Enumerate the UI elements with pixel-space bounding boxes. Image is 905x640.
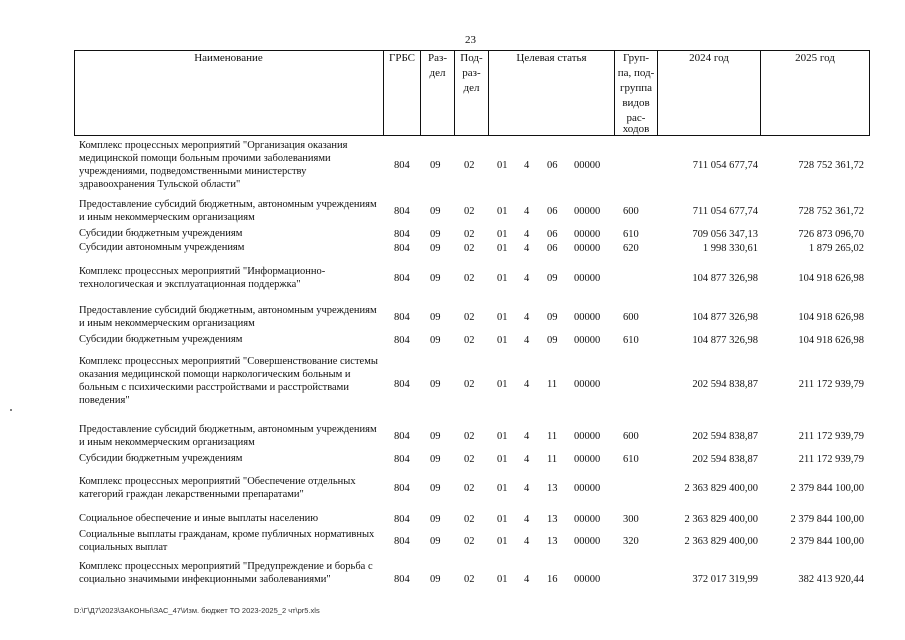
cell-t2: 4 <box>524 536 530 547</box>
cell-podrazdel: 02 <box>464 483 475 494</box>
cell-group: 620 <box>623 243 639 254</box>
cell-y2025: 211 172 939,79 <box>798 379 864 390</box>
cell-podrazdel: 02 <box>464 335 475 346</box>
cell-t2: 4 <box>524 483 530 494</box>
cell-razdel: 09 <box>430 379 441 390</box>
cell-t4: 00000 <box>574 454 601 465</box>
cell-podrazdel: 02 <box>464 574 475 585</box>
cell-t1: 01 <box>497 379 508 390</box>
table-row <box>74 265 870 291</box>
header-name: Наименование <box>194 52 263 64</box>
cell-podrazdel: 02 <box>464 273 475 284</box>
cell-t1: 01 <box>497 160 508 171</box>
cell-t1: 01 <box>497 431 508 442</box>
table-row <box>74 560 870 598</box>
cell-podrazdel: 02 <box>464 206 475 217</box>
cell-razdel: 09 <box>430 229 441 240</box>
cell-grbs: 804 <box>394 243 410 254</box>
header-bottom-border <box>74 135 870 136</box>
cell-razdel: 09 <box>430 273 441 284</box>
table-row <box>74 475 870 501</box>
table-row <box>74 333 870 346</box>
table-row <box>74 241 870 254</box>
cell-grbs: 804 <box>394 379 410 390</box>
header-razdel-1: Раз- <box>427 52 447 64</box>
row-name: Субсидии бюджетным учреждениям <box>79 228 243 239</box>
table-row <box>74 304 870 330</box>
cell-t1: 01 <box>497 229 508 240</box>
cell-t3: 11 <box>547 431 558 442</box>
cell-t3: 11 <box>547 454 558 465</box>
cell-y2024: 2 363 829 400,00 <box>684 483 758 494</box>
cell-y2025: 2 379 844 100,00 <box>790 536 864 547</box>
table-row <box>74 512 870 525</box>
cell-t2: 4 <box>524 273 530 284</box>
cell-y2025: 211 172 939,79 <box>798 431 864 442</box>
cell-y2025: 104 918 626,98 <box>798 312 864 323</box>
cell-podrazdel: 02 <box>464 160 475 171</box>
cell-podrazdel: 02 <box>464 536 475 547</box>
cell-t2: 4 <box>524 431 530 442</box>
header-group-3: группа <box>619 82 653 94</box>
cell-group: 600 <box>623 206 639 217</box>
cell-t3: 09 <box>547 335 558 346</box>
cell-razdel: 09 <box>430 431 441 442</box>
scan-speck <box>10 409 12 411</box>
cell-t3: 09 <box>547 273 558 284</box>
cell-y2025: 726 873 096,70 <box>798 229 864 240</box>
row-name: Субсидии автономным учреждениям <box>79 242 245 253</box>
row-name: Субсидии бюджетным учреждениям <box>79 334 243 345</box>
file-path-footer: D:\Г\Д7\2023\ЗАКОНЫ\ЗАС_47\Изм. бюджет ТО 2023-2025_2 чт\pr5.xls <box>74 606 320 615</box>
row-name: Комплекс процессных мероприятий "Обеспечение отдельных категорий граждан лекарственными препаратами" <box>79 476 356 500</box>
cell-razdel: 09 <box>430 574 441 585</box>
cell-t1: 01 <box>497 206 508 217</box>
table-row <box>74 227 870 240</box>
cell-group: 610 <box>623 454 639 465</box>
cell-t2: 4 <box>524 160 530 171</box>
cell-y2025: 104 918 626,98 <box>798 335 864 346</box>
cell-t3: 13 <box>547 514 558 525</box>
cell-y2024: 2 363 829 400,00 <box>684 514 758 525</box>
cell-grbs: 804 <box>394 536 410 547</box>
cell-t4: 00000 <box>574 536 601 547</box>
cell-t1: 01 <box>497 514 508 525</box>
cell-t1: 01 <box>497 454 508 465</box>
cell-razdel: 09 <box>430 335 441 346</box>
cell-y2024: 104 877 326,98 <box>692 273 758 284</box>
row-name: Субсидии бюджетным учреждениям <box>79 453 243 464</box>
cell-y2024: 2 363 829 400,00 <box>684 536 758 547</box>
cell-t4: 00000 <box>574 243 601 254</box>
header-podrazdel-3: дел <box>463 82 480 94</box>
row-name: Предоставление субсидий бюджетным, автономным учреждениям и иным некоммерческим организациям <box>79 305 377 329</box>
header-group-2: па, под- <box>617 67 655 79</box>
header-podrazdel-1: Под- <box>460 52 483 64</box>
cell-grbs: 804 <box>394 335 410 346</box>
cell-t4: 00000 <box>574 514 601 525</box>
cell-y2024: 1 998 330,61 <box>702 243 758 254</box>
cell-t2: 4 <box>524 514 530 525</box>
cell-t3: 13 <box>547 536 558 547</box>
cell-razdel: 09 <box>430 514 441 525</box>
table-row <box>74 198 870 224</box>
row-name: Социальное обеспечение и иные выплаты населению <box>79 513 319 524</box>
cell-t4: 00000 <box>574 206 601 217</box>
row-name: Предоставление субсидий бюджетным, автономным учреждениям и иным некоммерческим организациям <box>79 199 377 223</box>
cell-t2: 4 <box>524 335 530 346</box>
cell-grbs: 804 <box>394 206 410 217</box>
cell-grbs: 804 <box>394 574 410 585</box>
cell-t2: 4 <box>524 229 530 240</box>
page-number: 23 <box>465 34 476 46</box>
cell-t3: 06 <box>547 243 558 254</box>
cell-t1: 01 <box>497 483 508 494</box>
cell-t1: 01 <box>497 536 508 547</box>
cell-group: 610 <box>623 335 639 346</box>
cell-t4: 00000 <box>574 379 601 390</box>
row-name: Комплекс процессных мероприятий "Информационно-технологическая и эксплуатационная поддержка" <box>79 266 326 290</box>
cell-y2024: 709 056 347,13 <box>692 229 758 240</box>
col-divider <box>869 50 870 136</box>
cell-t3: 06 <box>547 206 558 217</box>
header-group-6: ходов <box>622 123 650 135</box>
cell-y2024: 711 054 677,74 <box>692 206 758 217</box>
cell-razdel: 09 <box>430 243 441 254</box>
cell-group: 600 <box>623 312 639 323</box>
cell-y2025: 211 172 939,79 <box>798 454 864 465</box>
cell-t4: 00000 <box>574 335 601 346</box>
cell-t2: 4 <box>524 379 530 390</box>
header-group-5: рас- <box>626 112 646 124</box>
cell-y2025: 728 752 361,72 <box>798 160 864 171</box>
cell-y2024: 104 877 326,98 <box>692 335 758 346</box>
header-group-4: видов <box>622 97 650 109</box>
cell-group: 610 <box>623 229 639 240</box>
cell-grbs: 804 <box>394 514 410 525</box>
cell-t2: 4 <box>524 312 530 323</box>
cell-razdel: 09 <box>430 312 441 323</box>
table-row <box>74 423 870 449</box>
cell-grbs: 804 <box>394 431 410 442</box>
cell-t1: 01 <box>497 335 508 346</box>
header-target: Целевая статья <box>516 52 587 64</box>
cell-grbs: 804 <box>394 312 410 323</box>
cell-t4: 00000 <box>574 483 601 494</box>
cell-t3: 06 <box>547 160 558 171</box>
cell-t2: 4 <box>524 243 530 254</box>
cell-razdel: 09 <box>430 160 441 171</box>
cell-group: 300 <box>623 514 639 525</box>
cell-t1: 01 <box>497 312 508 323</box>
table-row <box>74 452 870 465</box>
cell-t2: 4 <box>524 206 530 217</box>
cell-t4: 00000 <box>574 229 601 240</box>
cell-t2: 4 <box>524 574 530 585</box>
cell-t4: 00000 <box>574 574 601 585</box>
cell-grbs: 804 <box>394 229 410 240</box>
cell-t3: 09 <box>547 312 558 323</box>
header-razdel-2: дел <box>429 67 446 79</box>
table-row <box>74 139 870 191</box>
cell-t4: 00000 <box>574 273 601 284</box>
cell-grbs: 804 <box>394 273 410 284</box>
cell-y2025: 1 879 265,02 <box>808 243 864 254</box>
cell-razdel: 09 <box>430 454 441 465</box>
cell-group: 600 <box>623 431 639 442</box>
cell-grbs: 804 <box>394 483 410 494</box>
cell-t1: 01 <box>497 273 508 284</box>
cell-y2024: 372 017 319,99 <box>692 574 758 585</box>
cell-t4: 00000 <box>574 160 601 171</box>
cell-razdel: 09 <box>430 206 441 217</box>
header-2025: 2025 год <box>795 52 835 64</box>
cell-t4: 00000 <box>574 431 601 442</box>
header-group-1: Груп- <box>622 52 650 64</box>
cell-y2025: 2 379 844 100,00 <box>790 514 864 525</box>
cell-y2025: 728 752 361,72 <box>798 206 864 217</box>
cell-y2025: 382 413 920,44 <box>798 574 864 585</box>
cell-t4: 00000 <box>574 312 601 323</box>
cell-y2024: 104 877 326,98 <box>692 312 758 323</box>
table-header <box>74 50 870 136</box>
table-row <box>74 528 870 554</box>
header-grbs: ГРБС <box>388 52 416 64</box>
cell-t1: 01 <box>497 243 508 254</box>
cell-podrazdel: 02 <box>464 312 475 323</box>
cell-t1: 01 <box>497 574 508 585</box>
row-name: Предоставление субсидий бюджетным, автономным учреждениям и иным некоммерческим организациям <box>79 424 377 448</box>
cell-t3: 16 <box>547 574 558 585</box>
cell-t2: 4 <box>524 454 530 465</box>
header-2024: 2024 год <box>689 52 729 64</box>
cell-podrazdel: 02 <box>464 379 475 390</box>
cell-grbs: 804 <box>394 454 410 465</box>
row-name: Комплекс процессных мероприятий "Организация оказания медицинской помощи больным прочими заболеваниями учреждениями, подведомственными министерству здравоохранения Тульской области" <box>79 140 348 190</box>
cell-t3: 06 <box>547 229 558 240</box>
table-row <box>74 355 870 413</box>
cell-t3: 13 <box>547 483 558 494</box>
cell-podrazdel: 02 <box>464 229 475 240</box>
cell-group: 320 <box>623 536 639 547</box>
cell-podrazdel: 02 <box>464 454 475 465</box>
cell-y2024: 711 054 677,74 <box>692 160 758 171</box>
row-name: Социальные выплаты гражданам, кроме публичных нормативных социальных выплат <box>79 529 375 553</box>
cell-razdel: 09 <box>430 483 441 494</box>
header-podrazdel-2: раз- <box>462 67 481 79</box>
cell-t3: 11 <box>547 379 558 390</box>
cell-podrazdel: 02 <box>464 243 475 254</box>
cell-y2024: 202 594 838,87 <box>692 379 758 390</box>
cell-podrazdel: 02 <box>464 431 475 442</box>
row-name: Комплекс процессных мероприятий "Предупреждение и борьба с социально значимыми инфекционными заболеваниями" <box>79 561 373 585</box>
cell-y2025: 104 918 626,98 <box>798 273 864 284</box>
cell-grbs: 804 <box>394 160 410 171</box>
cell-podrazdel: 02 <box>464 514 475 525</box>
cell-razdel: 09 <box>430 536 441 547</box>
row-name: Комплекс процессных мероприятий "Совершенствование системы оказания медицинской помощи наркологическим больным и больным с психическими расстройствами и расстройствами поведения" <box>79 356 378 406</box>
cell-y2025: 2 379 844 100,00 <box>790 483 864 494</box>
cell-y2024: 202 594 838,87 <box>692 431 758 442</box>
cell-y2024: 202 594 838,87 <box>692 454 758 465</box>
